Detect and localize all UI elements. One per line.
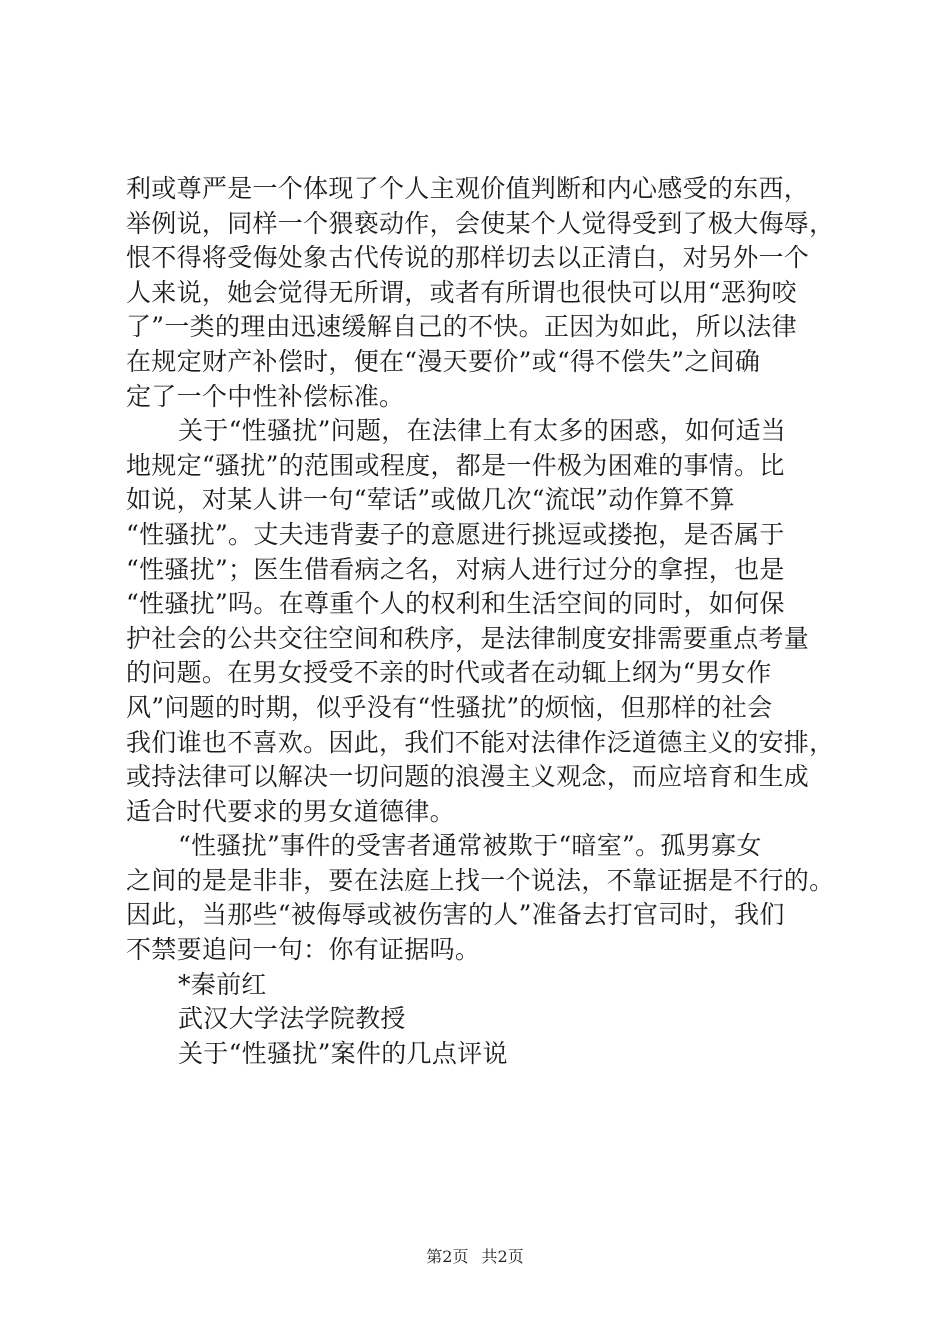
text-line: 地规定“骚扰”的范围或程度，都是一件极为困难的事情。比 bbox=[126, 450, 785, 480]
text-line: 举例说，同样一个猥亵动作，会使某个人觉得受到了极大侮辱， bbox=[126, 208, 835, 238]
document-body bbox=[126, 172, 846, 1071]
text-line: 利或尊严是一个体现了个人主观价值判断和内心感受的东西， bbox=[126, 174, 810, 203]
text-line: 武汉大学法学院教授 bbox=[178, 1004, 406, 1034]
text-line: “性骚扰”事件的受害者通常被欺于“暗室”。孤男寡女 bbox=[178, 831, 762, 861]
text-line: 关于“性骚扰”问题，在法律上有太多的困惑，如何适当 bbox=[178, 416, 787, 446]
text-line: 护社会的公共交往空间和秩序，是法律制度安排需要重点考量 bbox=[126, 623, 810, 653]
text-line: 在规定财产补偿时，便在“漫天要价”或“得不偿失”之间确 bbox=[126, 346, 761, 376]
text-line: 不禁要追问一句：你有证据吗。 bbox=[126, 935, 481, 965]
text-line: 因此，当那些“被侮辱或被伤害的人”准备去打官司时，我们 bbox=[126, 900, 785, 930]
text-line: 了”一类的理由迅速缓解自己的不快。正因为如此，所以法律 bbox=[126, 312, 797, 342]
page-number: 第2页 bbox=[426, 1247, 469, 1266]
text-line: 风”问题的时期，似乎没有“性骚扰”的烦恼，但那样的社会 bbox=[126, 692, 773, 722]
text-line: 人来说，她会觉得无所谓，或者有所谓也很快可以用“恶狗咬 bbox=[126, 277, 797, 307]
text-line: 如说，对某人讲一句“荤话”或做几次“流氓”动作算不算 bbox=[126, 485, 735, 515]
text-line: 适合时代要求的男女道德律。 bbox=[126, 796, 455, 826]
text-line: 或持法律可以解决一切问题的浪漫主义观念，而应培育和生成 bbox=[126, 762, 810, 792]
text-line: 关于“性骚扰”案件的几点评说 bbox=[178, 1038, 508, 1068]
text-line: 定了一个中性补偿标准。 bbox=[126, 381, 405, 411]
text-line: 之间的是是非非，要在法庭上找一个说法，不靠证据是不行的。 bbox=[126, 865, 835, 895]
text-line: “性骚扰”。丈夫违背妻子的意愿进行挑逗或搂抱，是否属于 bbox=[126, 519, 785, 549]
text-line: 我们谁也不喜欢。因此，我们不能对法律作泛道德主义的安排， bbox=[126, 727, 835, 757]
text-line: 的问题。在男女授受不亲的时代或者在动辄上纲为“男女作 bbox=[126, 658, 772, 688]
text-line: *秦前红 bbox=[178, 969, 267, 999]
text-line: 恨不得将受侮处象古代传说的那样切去以正清白，对另外一个 bbox=[126, 243, 810, 273]
text-line: “性骚扰”吗。在尊重个人的权利和生活空间的同时，如何保 bbox=[126, 589, 785, 619]
text-line: “性骚扰”；医生借看病之名，对病人进行过分的拿捏，也是 bbox=[126, 554, 785, 584]
page-footer bbox=[0, 1244, 950, 1267]
page-total: 共2页 bbox=[481, 1247, 524, 1266]
